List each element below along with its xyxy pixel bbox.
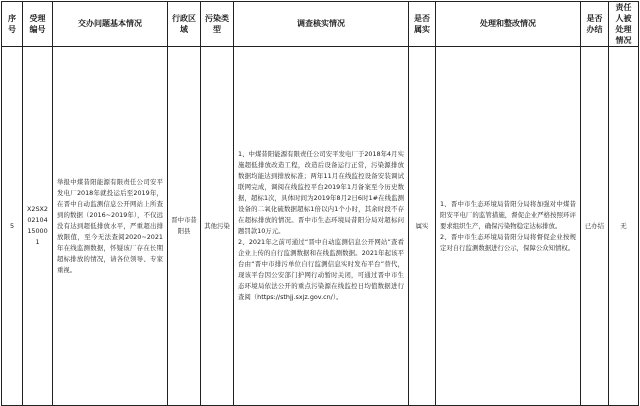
handling-paragraph-2: 2、晋中市生态环境局昔阳分局将督促企业按规定对自行监测数据进行公示，保障公众知情权。 <box>440 232 576 252</box>
handling-paragraph-1: 1、晋中市生态环境局昔阳分局将加强对中煤昔阳安平电厂的监管措施，督促企业严格按照环评要求组织生产，确保污染物稳定达标排放。 <box>440 199 576 230</box>
cell-accountability: 无 <box>609 47 639 406</box>
table-header <box>2 2 639 47</box>
investigation-paragraph-1: 1、中煤昔阳能源有限责任公司安平发电厂于2018年4月实施超低排放改造工程，改造后设备运行正常，污染源排放数据均能达到排放标准；两年11月在线监控设备安装调试联网完成，调阅在线监控平台2019年1月备案至今历史数据，超标1次，具体时间为2019年8月2日6时1#在线监测设备的二氧化硫数据超标1倍以内1个小时，其余时段不存在超标排放的情况。晋中市生态环境局昔阳分局对超标问题罚款10万元。 <box>238 150 404 235</box>
cell-pollution-type: 其他污染 <box>201 47 234 406</box>
investigation-paragraph-2: 2、2021年之前可通过“晋中自动监测信息公开网站”查看企业上传的自行监测数据和在线监测数据。2021年起该平台由“晋中市排污单位自行监测信息实时发布平台”替代，现该平台因公安部门护网行动暂时关闭，可通过晋中市生态环境局依法公开的重点污染源在线监控日均值数据进行查阅（https://sthjj.sxjz.gov.cn/）。 <box>238 238 404 301</box>
cell-region: 晋中市昔阳县 <box>168 47 201 406</box>
cell-seq: 5 <box>2 47 23 406</box>
header-verified: 是否属实 <box>409 2 436 47</box>
header-seq: 序号 <box>2 2 23 47</box>
cell-handling <box>436 47 581 406</box>
table-row <box>2 47 639 406</box>
header-issue: 交办问题基本情况 <box>53 2 168 47</box>
cell-verified: 属实 <box>409 47 436 406</box>
header-pollution-type: 污染类型 <box>201 2 234 47</box>
header-completed: 是否办结 <box>581 2 609 47</box>
header-handling: 处理和整改情况 <box>436 2 581 47</box>
header-region: 行政区域 <box>168 2 201 47</box>
cell-completed: 已办结 <box>581 47 609 406</box>
header-code: 受理编号 <box>23 2 53 47</box>
petition-table <box>1 1 639 406</box>
header-accountability: 责任人被处理情况 <box>609 2 639 47</box>
header-investigation: 调查核实情况 <box>234 2 409 47</box>
cell-code: X2SX202104150001 <box>23 47 53 406</box>
cell-issue: 举报中煤昔阳能源有限责任公司安平发电厂2018年就投运后至2019年，在晋中自动监测信息公开网站上所查到的数据（2016~2019年），不仅远没有达到超低排放水平，严重超出排放限值，至今无法查阅2020~2021年在线监测数据，怀疑该厂存在长期超标排放的情况，请各位领导、专家重视。 <box>53 47 168 406</box>
cell-investigation <box>234 47 409 406</box>
